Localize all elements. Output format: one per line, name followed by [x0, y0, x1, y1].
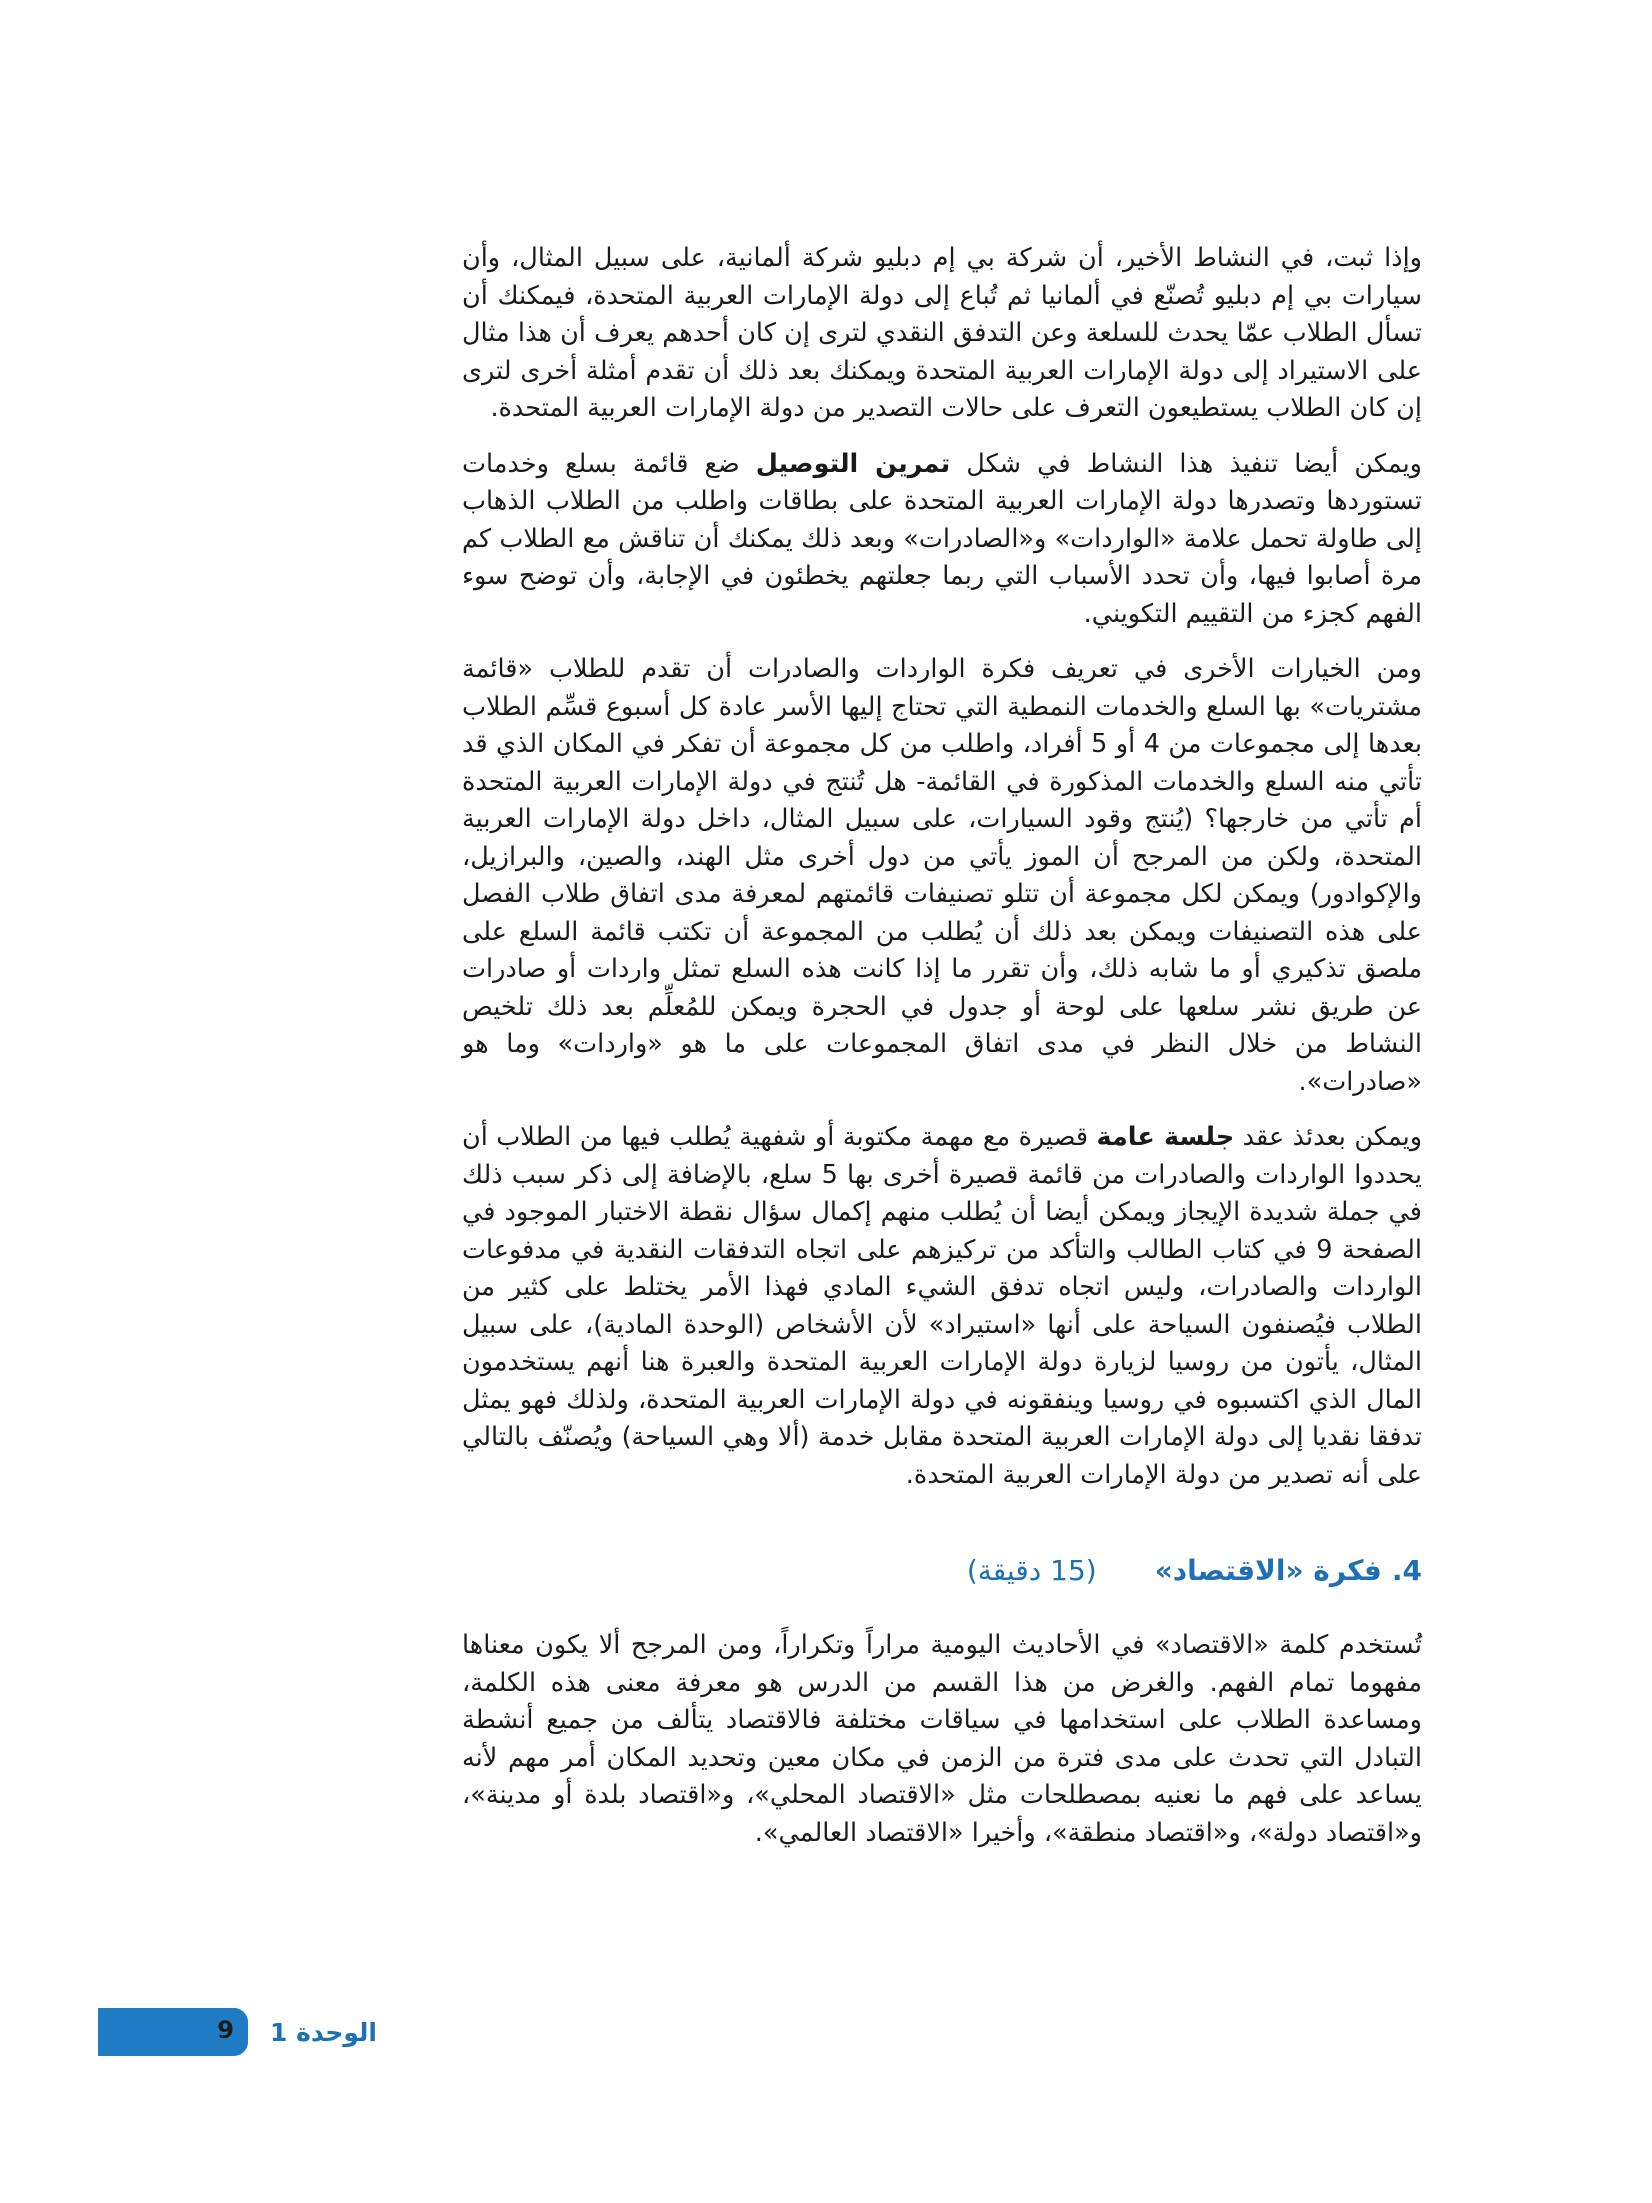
section-duration: (15 دقيقة): [966, 1554, 1097, 1587]
unit-label: الوحدة 1: [270, 2017, 377, 2047]
paragraph-2-rest: ضع قائمة بسلع وخدمات تستوردها وتصدرها دولة الإمارات العربية المتحدة على بطاقات واطلب من الطلاب الذهاب إلى طاولة تحمل علامة «الواردات» و«الصادرات» وبعد ذلك يمكنك أن تناقش مع الطلاب كم مرة أصابوا فيها، وأن تحدد الأسباب التي ربما جعلتهم يخطئون في الإجابة، وأن توضح سوء الفهم كجزء من التقييم التكويني.: [462, 448, 1422, 629]
paragraph-1: وإذا ثبت، في النشاط الأخير، أن شركة بي إم دبليو شركة ألمانية، على سبيل المثال، وأن سيارات بي إم دبليو تُصنّع في ألمانيا ثم تُباع إلى دولة الإمارات العربية المتحدة، فيمكنك أن تسأل الطلاب عمّا يحدث للسلعة وعن التدفق النقدي لترى إن كان أحدهم يعرف أن هذا مثال على الاستيراد إلى دولة الإمارات العربية المتحدة ويمكنك بعد ذلك أن تقدم أمثلة أخرى لترى إن كان الطلاب يستطيعون التعرف على حالات التصدير من دولة الإمارات العربية المتحدة.: [462, 243, 1422, 423]
paragraph-3: ومن الخيارات الأخرى في تعريف فكرة الواردات والصادرات أن تقدم للطلاب «قائمة مشتريات» بها السلع والخدمات النمطية التي تحتاج إليها الأسر عادة كل أسبوع قسِّم الطلاب بعدها إلى مجموعات من 4 أو 5 أفراد، واطلب من كل مجموعة أن تفكر في المكان الذي قد تأتي منه السلع والخدمات المذكورة في القائمة- هل تُنتج في دولة الإمارات العربية المتحدة أم تأتي من خارجها؟ (يُنتج وقود السيارات، على سبيل المثال، داخل دولة الإمارات العربية المتحدة، ولكن من المرجح أن الموز يأتي من دول أخرى مثل الهند، والصين، والبرازيل، والإكوادور) ويمكن لكل مجموعة أن تتلو تصنيفات قائمتهم لمعرفة مدى اتفاق طلاب الفصل على هذه التصنيفات ويمكن بعد ذلك أن يُطلب من المجموعة أن تكتب قائمة السلع على ملصق تذكيري أو ما شابه ذلك، وأن تقرر ما إذا كانت هذه السلع تمثل واردات أو صادرات عن طريق نشر سلعها على لوحة أو جدول في الحجرة ويمكن للمُعلِّم بعد ذلك تلخيص النشاط من خلال النظر في مدى اتفاق المجموعات على ما هو «واردات» وما هو «صادرات».: [462, 654, 1422, 1097]
paragraph-4-lead: ويمكن بعدئذ عقد: [1234, 1122, 1423, 1152]
page-number-tab: [98, 2008, 248, 2056]
paragraph-4-rest: قصيرة مع مهمة مكتوبة أو شفهية يُطلب فيها من الطلاب أن يحددوا الواردات والصادرات من قائمة قصيرة أخرى بها 5 سلع، بالإضافة إلى ذكر سبب ذلك في جملة شديدة الإيجاز ويمكن أيضا أن يُطلب منهم إكمال سؤال نقطة الاختبار الموجود في الصفحة 9 في كتاب الطالب والتأكد من تركيزهم على اتجاه التدفقات النقدية في مدفوعات الواردات والصادرات، وليس اتجاه تدفق الشيء المادي فهذا الأمر يختلط على كثير من الطلاب فيُصنفون السياحة على أنها «استيراد» لأن الأشخاص (الوحدة المادية)، على سبيل المثال، يأتون من روسيا لزيارة دولة الإمارات العربية المتحدة والعبرة هنا أنهم يستخدمون المال الذي اكتسبوه في روسيا وينفقونه في دولة الإمارات العربية المتحدة، ولذلك فهو يمثل تدفقا نقديا إلى دولة الإمارات العربية المتحدة مقابل خدمة (ألا وهي السياحة) ويُصنّف بالتالي على أنه تصدير من دولة الإمارات العربية المتحدة.: [462, 1122, 1423, 1490]
page-footer: [98, 2008, 377, 2056]
section-number: 4.: [1391, 1554, 1422, 1587]
section-heading: [462, 1554, 1422, 1587]
term-connection-exercise: تمرين التوصيل: [755, 448, 951, 479]
paragraph-5: تُستخدم كلمة «الاقتصاد» في الأحاديث اليومية مراراً وتكراراً، ومن المرجح ألا يكون معناها مفهوما تمام الفهم. والغرض من هذا القسم من الدرس هو معرفة معنى هذه الكلمة، ومساعدة الطلاب على استخدامها في سياقات مختلفة فالاقتصاد يتألف من جميع أنشطة التبادل التي تحدث على مدى فترة من الزمن في مكان معين وتحديد المكان أمر مهم لأنه يساعد على فهم ما نعنيه بمصطلحات مثل «الاقتصاد المحلي»، و«اقتصاد بلدة أو مدينة»، و«اقتصاد دولة»، و«اقتصاد منطقة»، وأخيرا «الاقتصاد العالمي».: [462, 1630, 1422, 1848]
paragraph-4: [462, 1119, 1422, 1494]
term-plenary-session: جلسة عامة: [1096, 1122, 1235, 1152]
paragraph-2-lead: ويمكن أيضا تنفيذ هذا النشاط في شكل: [950, 448, 1422, 479]
page-body: [462, 240, 1422, 1870]
page-number: 9: [217, 2016, 234, 2044]
paragraph-2: [462, 446, 1422, 634]
section-title: فكرة «الاقتصاد»: [1154, 1554, 1382, 1587]
